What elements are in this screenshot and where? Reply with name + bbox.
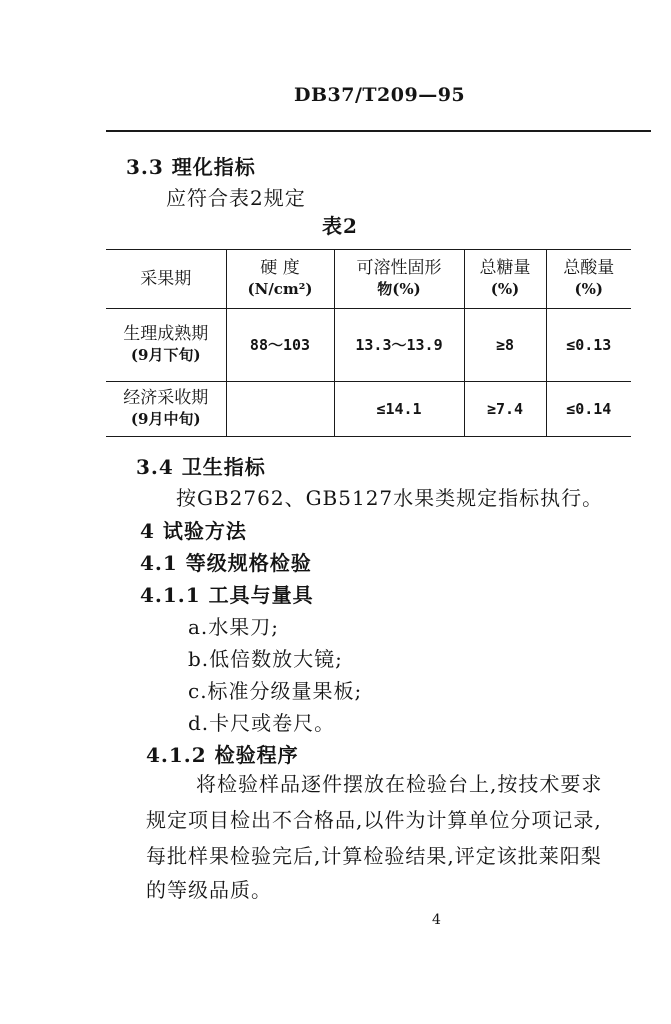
header-cell-acid: 总酸量 (%): [546, 250, 631, 309]
cell-solids: ≤14.1: [334, 382, 464, 437]
header-cell-period: 采果期: [106, 250, 226, 309]
standard-code: DB37/T209—95: [294, 84, 466, 106]
tool-item: b.低倍数放大镜;: [188, 647, 343, 671]
cell-sugar: ≥8: [464, 309, 546, 382]
procedure-line: 的等级品质。: [146, 878, 272, 902]
table-row: [106, 309, 631, 382]
section-4-1-title: 4.1 等级规格检验: [140, 551, 312, 575]
section-3-3-title: 3.3 理化指标: [126, 155, 256, 179]
header-cell-sugar: 总糖量 (%): [464, 250, 546, 309]
section-4-1-1-title: 4.1.1 工具与量具: [140, 583, 314, 607]
procedure-line: 每批样果检验完后,计算检验结果,评定该批莱阳梨: [146, 844, 602, 868]
tool-item: d.卡尺或卷尺。: [188, 711, 336, 735]
cell-hardness: [226, 382, 334, 437]
section-4-1-2-title: 4.1.2 检验程序: [146, 743, 299, 767]
cell-acid: ≤0.13: [546, 309, 631, 382]
table-caption: 表2: [322, 214, 358, 238]
procedure-line: 规定项目检出不合格品,以件为计算单位分项记录,: [146, 808, 602, 832]
cell-solids: 13.3～13.9: [334, 309, 464, 382]
table-header-row: [106, 250, 631, 309]
table-row: [106, 382, 631, 437]
section-3-4-body: 按GB2762、GB5127水果类规定指标执行。: [176, 486, 604, 510]
page-number: 4: [432, 912, 441, 928]
section-3-3-body: 应符合表2规定: [166, 186, 306, 210]
tool-item: a.水果刀;: [188, 615, 280, 639]
tool-item: c.标准分级量果板;: [188, 679, 363, 703]
header-cell-solids: 可溶性固形 物(%): [334, 250, 464, 309]
cell-period: 经济采收期 (9月中旬): [106, 382, 226, 437]
cell-hardness: 88～103: [226, 309, 334, 382]
section-3-4-title: 3.4 卫生指标: [136, 455, 266, 479]
header-cell-hardness: 硬 度 (N/cm²): [226, 250, 334, 309]
table-2: [106, 249, 631, 437]
section-4-title: 4 试验方法: [140, 519, 247, 543]
cell-sugar: ≥7.4: [464, 382, 546, 437]
cell-period: 生理成熟期 (9月下旬): [106, 309, 226, 382]
header-rule: [106, 130, 651, 132]
cell-acid: ≤0.14: [546, 382, 631, 437]
procedure-line: 将检验样品逐件摆放在检验台上,按技术要求: [196, 772, 603, 796]
